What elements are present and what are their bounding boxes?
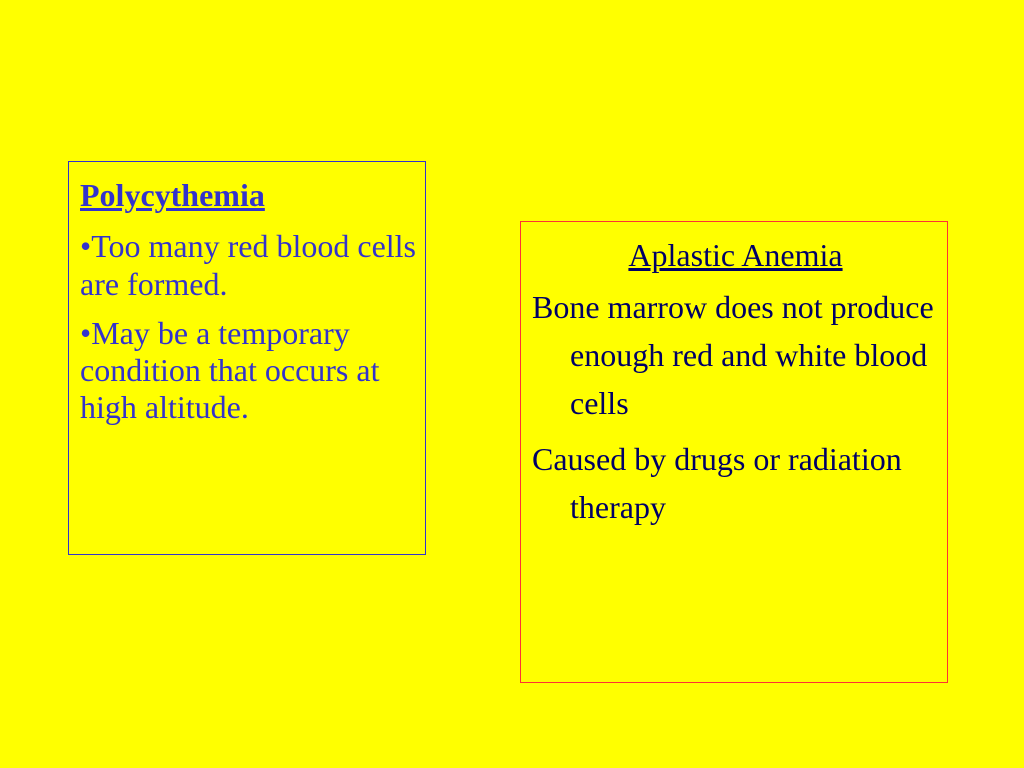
aplastic-anemia-box	[520, 221, 948, 683]
polycythemia-title: Polycythemia	[80, 177, 265, 213]
aplastic-anemia-title: Aplastic Anemia	[628, 237, 843, 273]
polycythemia-bullet-1: •Too many red blood cells are formed.	[80, 228, 416, 302]
aplastic-anemia-paragraph-2: Caused by drugs or radiation therapy	[532, 441, 902, 526]
aplastic-anemia-paragraph-1: Bone marrow does not produce enough red and white blood cells	[532, 289, 934, 422]
polycythemia-box	[68, 161, 426, 555]
polycythemia-bullet-2: •May be a temporary condition that occurs at high altitude.	[80, 314, 380, 425]
